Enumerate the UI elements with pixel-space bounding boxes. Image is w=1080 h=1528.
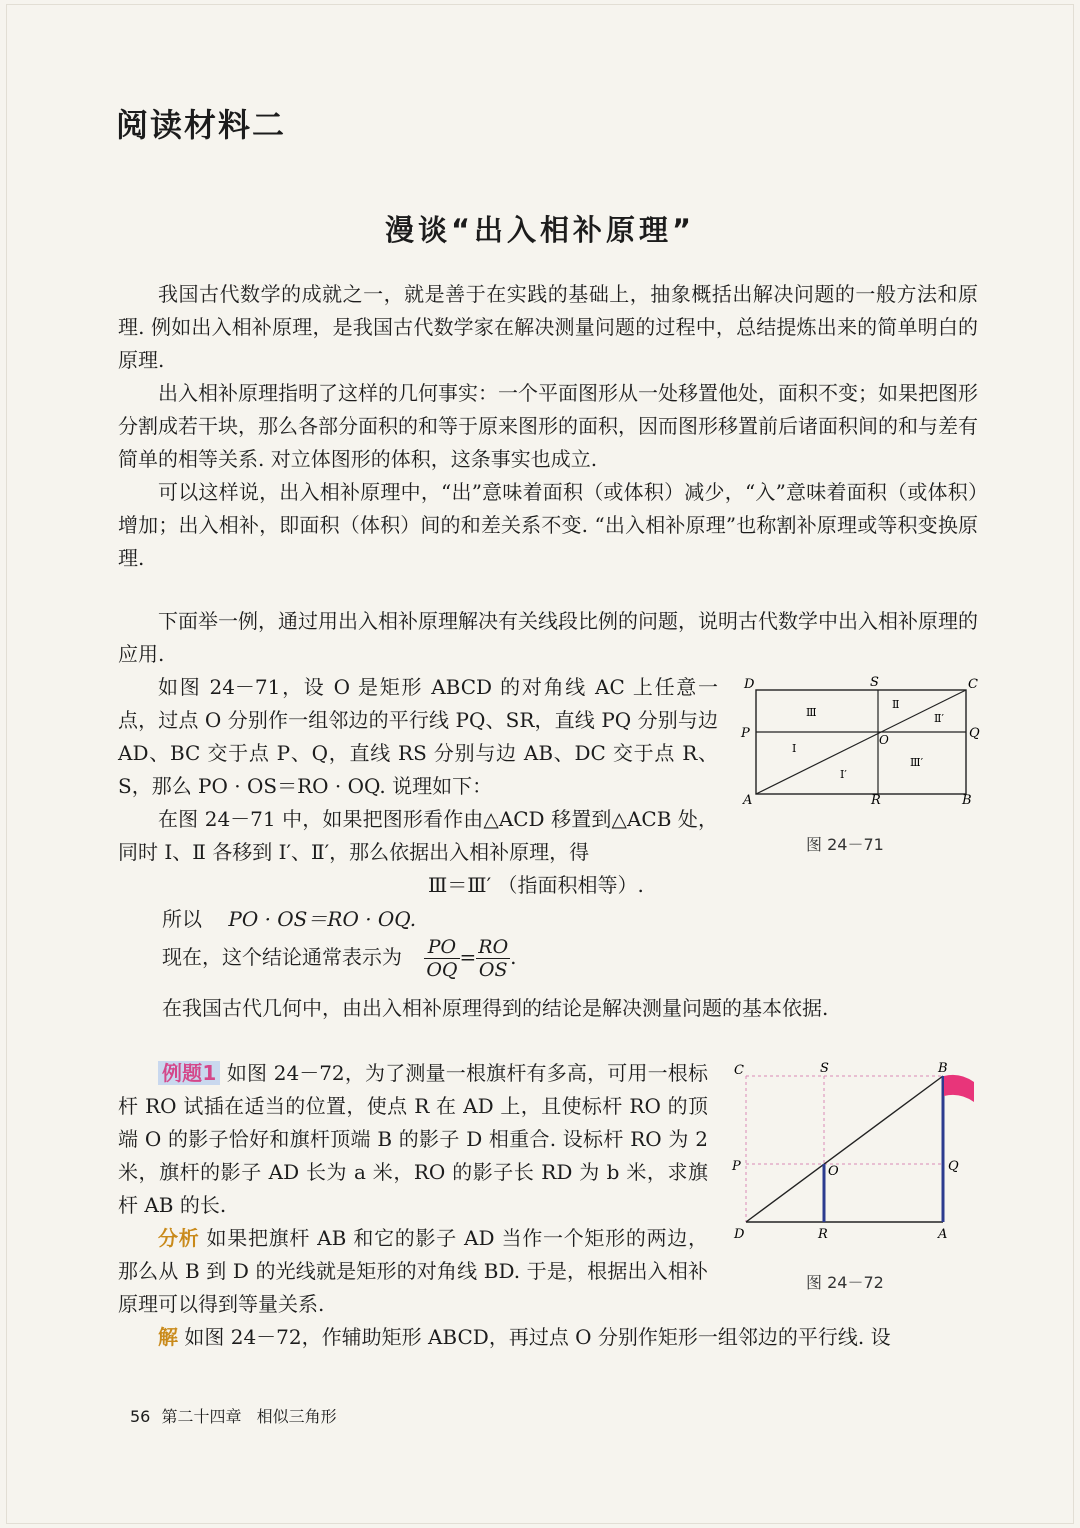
label-Q72: Q	[948, 1159, 959, 1174]
ratio-period: .	[510, 945, 517, 969]
ratio-equals: =	[459, 945, 477, 969]
label-O: O	[879, 733, 889, 747]
ratio-label: 现在，这个结论通常表示为	[162, 945, 402, 969]
solution	[118, 1321, 978, 1354]
therefore-formula: PO · OS＝RO · OQ.	[228, 907, 417, 931]
region-III: Ⅲ	[806, 706, 817, 719]
therefore-label: 所以	[162, 907, 202, 931]
area-equality: Ⅲ＝Ⅲ′ （指面积相等）.	[428, 873, 644, 897]
paragraph-1: 我国古代数学的成就之一，就是善于在实践的基础上，抽象概括出解决问题的一般方法和原理. 例如出入相补原理，是我国古代数学家在解决测量问题的过程中，总结提炼出来的简单明白的原理.	[118, 282, 978, 372]
solution-label: 解	[158, 1325, 178, 1349]
label-A: A	[743, 793, 753, 808]
fig71-description: 如图 24－71，设 O 是矩形 ABCD 的对角线 AC 上任意一点，过点 O 分别作一组邻边的平行线 PQ、SR，直线 PQ 分别与边 AD、BC 交于点 P、Q，直线 RS 分别与边 AB、DC 交于点 R、S，那么 PO · OS＝RO · OQ. 说理如下：	[118, 675, 718, 798]
ratio-right-numerator: RO	[478, 936, 509, 958]
chapter-number: 第二十四章	[161, 1407, 242, 1426]
label-D: D	[744, 677, 755, 692]
label-P72: P	[732, 1159, 741, 1174]
label-S: S	[870, 675, 879, 690]
figure-24-72-caption: 图 24－72	[806, 1273, 884, 1292]
label-B: B	[962, 793, 972, 808]
label-Q: Q	[969, 726, 980, 741]
example-label: 例题1	[158, 1061, 220, 1085]
article-title: 漫谈“出入相补原理”	[384, 213, 696, 247]
label-R72: R	[818, 1227, 828, 1242]
label-P: P	[741, 726, 750, 741]
ratio-left-fraction	[424, 936, 459, 981]
move-description: 在图 24－71 中，如果把图形看作由△ACD 移置到△ACB 处，同时 Ⅰ、Ⅱ 各移到 Ⅰ′、Ⅱ′，那么依据出入相补原理，得	[118, 807, 718, 864]
figure-24-71-caption: 图 24－71	[806, 835, 884, 854]
label-C: C	[968, 677, 978, 692]
ratio-left-denominator: OQ	[426, 959, 458, 981]
page-footer	[130, 1404, 337, 1427]
conclusion-line: 在我国古代几何中，由出入相补原理得到的结论是解决测量问题的基本依据.	[162, 996, 829, 1020]
region-I-prime: Ⅰ′	[840, 768, 847, 781]
ratio-left-numerator: PO	[424, 936, 459, 959]
region-I: Ⅰ	[792, 742, 797, 755]
ratio-line	[162, 936, 517, 981]
analysis-text: 如果把旗杆 AB 和它的影子 AD 当作一个矩形的两边，那么从 B 到 D 的光线就是矩形的对角线 BD. 于是，根据出入相补原理可以得到等量关系.	[118, 1226, 708, 1316]
label-B72: B	[938, 1061, 948, 1076]
diagonal-AC	[756, 690, 966, 794]
figure-24-71	[736, 670, 986, 810]
section-title: 阅读材料二	[116, 106, 287, 144]
label-S72: S	[820, 1061, 829, 1076]
region-II: Ⅱ	[892, 698, 900, 711]
paragraph-2: 出入相补原理指明了这样的几何事实：一个平面图形从一处移置他处，面积不变；如果把图形分割成若干块，那么各部分面积的和等于原来图形的面积，因而图形移置前后诸面积间的和与差有简单的相等关系. 对立体图形的体积，这条事实也成立.	[118, 381, 978, 471]
paragraph-4: 下面举一例，通过用出入相补原理解决有关线段比例的问题，说明古代数学中出入相补原理的应用.	[118, 609, 978, 666]
label-R: R	[871, 793, 881, 808]
label-A72: A	[938, 1227, 948, 1242]
region-III-prime: Ⅲ′	[910, 756, 924, 769]
analysis	[118, 1222, 708, 1321]
region-II-prime: Ⅱ′	[934, 712, 944, 725]
label-D72: D	[734, 1227, 745, 1242]
light-ray-BD	[746, 1076, 943, 1222]
solution-text: 如图 24－72，作辅助矩形 ABCD，再过点 O 分别作矩形一组邻边的平行线. 设	[184, 1325, 891, 1349]
label-O72: O	[828, 1164, 839, 1179]
paragraph-3: 可以这样说，出入相补原理中，“出”意味着面积（或体积）减少，“入”意味着面积（或体积）增加；出入相补，即面积（体积）间的和差关系不变. “出入相补原理”也称割补原理或等积变换原理.	[118, 480, 978, 570]
figure-24-72	[728, 1060, 980, 1250]
example-text: 如图 24－72，为了测量一根旗杆有多高，可用一根标杆 RO 试插在适当的位置，使点 R 在 AD 上，且使标杆 RO 的顶端 O 的影子恰好和旗杆顶端 B 的影子 D 相重合. 设标杆 RO 为 2 米，旗杆的影子 AD 长为 a 米，RO 的影子长 RD 为 b 米，求旗杆 AB 的长.	[118, 1061, 708, 1217]
chapter-title: 相似三角形	[256, 1407, 337, 1426]
ratio-right-denominator: OS	[478, 959, 508, 981]
flag-icon	[944, 1075, 974, 1102]
ratio-right-fraction	[476, 936, 510, 981]
analysis-label: 分析	[158, 1226, 200, 1250]
therefore-line	[162, 903, 416, 936]
page-number: 56	[130, 1407, 151, 1426]
label-C72: C	[734, 1063, 744, 1078]
example-1	[118, 1057, 708, 1222]
